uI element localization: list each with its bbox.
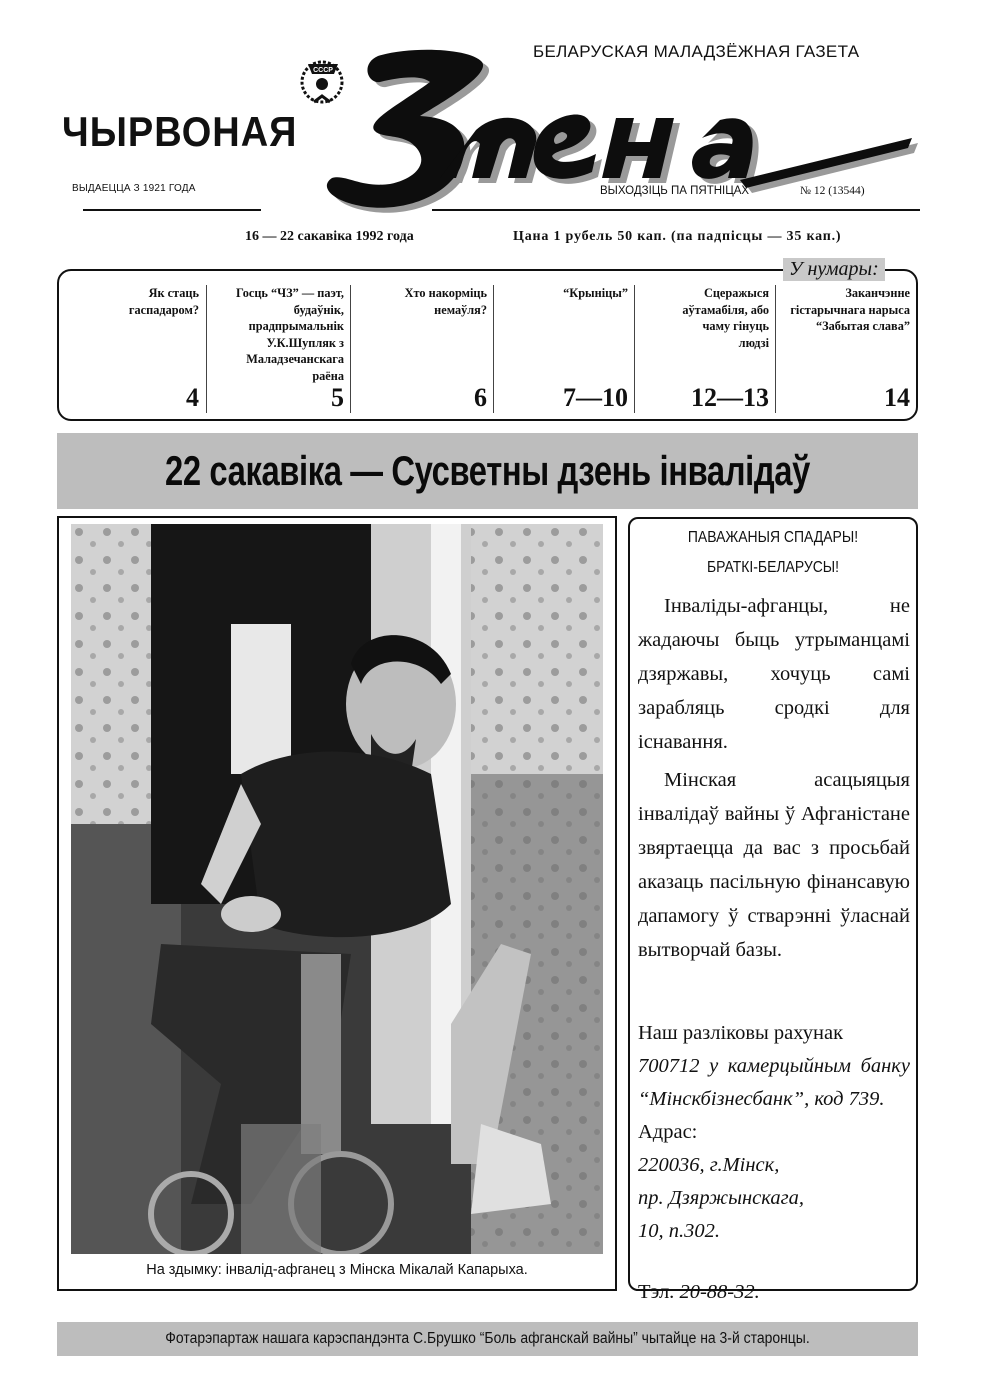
phone-number: 20-88-32. (679, 1281, 760, 1303)
contents-item[interactable] (351, 285, 493, 413)
contents-item[interactable] (776, 285, 916, 413)
appeal-paragraph-2: Мінская асацыяцыя інвалідаў вайны ў Афганістане звяртаецца да вас з просьбай аказаць пасільную фінансавую дапамогу ў стварэнні ўласнай вытворчай базы. (638, 769, 910, 961)
phone-label: Тэл. (638, 1281, 675, 1303)
phone-line (638, 1276, 910, 1309)
contents-item-title: Заканчэнне гістарычнага нарыса “Забытая слава” (790, 286, 910, 333)
masthead-rule-right (432, 209, 920, 211)
headline: 22 сакавіка — Сусветны дзень інвалідаў (165, 447, 810, 494)
issue-number: № 12 (13544) (800, 185, 865, 197)
contents-label: У нумары: (783, 258, 885, 281)
headline-banner (57, 433, 918, 509)
address-line-3: 10, п.302. (638, 1220, 720, 1242)
appeal-paragraph-1: Інваліды-афганцы, не жадаючы быць утрыманцамі дзяржавы, хочуць самі зарабляць сродкі для існавання. (638, 595, 910, 753)
issue-price: Цана 1 рубель 50 кап. (па падпісцы — 35 кап.) (513, 229, 842, 244)
contents-item-title: Хто накорміць немаўля? (404, 286, 487, 317)
contents-box (57, 269, 918, 421)
contents-item-title: Госць “ЧЗ” — паэт, будаўнік, прадпрымальнік У.К.Шупляк з Маладзечанскага раёна (235, 286, 344, 383)
appeal-box (628, 517, 918, 1303)
order-emblem-icon (302, 62, 342, 102)
issue-date: 16 — 22 сакавіка 1992 года (245, 229, 414, 244)
appeal-text (638, 589, 910, 967)
contents-item[interactable] (207, 285, 350, 413)
address-line-2: пр. Дзяржынскага, (638, 1187, 804, 1209)
appeal-bank-details (638, 1017, 910, 1309)
contents-item-page: 4 (186, 383, 199, 412)
contents-item-page: 7—10 (563, 383, 628, 412)
contents-item-page: 6 (474, 383, 487, 412)
publication-schedule: ВЫХОДЗІЦЬ ПА ПЯТНІЦАХ (600, 185, 750, 197)
newspaper-logo (300, 38, 930, 228)
founded-year: ВЫДАЕЦЦА З 1921 ГОДА (72, 183, 196, 194)
photo-image (71, 524, 603, 1254)
contents-item[interactable] (59, 285, 205, 413)
zmena-logo-graphic (300, 38, 930, 228)
appeal-heading-2: БРАТКІ-БЕЛАРУСЫ! (707, 559, 839, 576)
contents-item-title: Сцеражыся аўтамабіля, або чаму гінуць людзі (682, 286, 769, 350)
contents-item-page: 5 (331, 383, 344, 412)
footer-note: Фотарэпартаж нашага карэспандэнта С.Брушко “Боль афганскай вайны” чытайце на 3-й старонцы. (165, 1330, 810, 1347)
account-details: 700712 у камерцыйным банку “Мінскбізнесбанк”, код 739. (638, 1055, 910, 1110)
address-label: Адрас: (638, 1121, 698, 1143)
masthead-rule-left (83, 209, 261, 211)
contents-item-page: 14 (884, 383, 910, 412)
footer-band (57, 1322, 918, 1356)
contents-item-title: “Крыніцы” (563, 286, 628, 300)
contents-item-page: 12—13 (691, 383, 769, 412)
contents-item-title: Як стаць гаспадаром? (128, 286, 199, 317)
account-label: Наш разліковы рахунак (638, 1022, 844, 1044)
address-line-1: 220036, г.Мінск, (638, 1154, 780, 1176)
photo-caption: На здымку: інвалід-афганец з Мінска Мікалай Капарыха. (146, 1262, 528, 1278)
newspaper-tagline: БЕЛАРУСКАЯ МАЛАДЗЁЖНАЯ ГАЗЕТА (533, 42, 860, 61)
newspaper-name-part1: ЧЫРВОНАЯ (62, 109, 298, 157)
appeal-heading-1: ПАВАЖАНЫЯ СПАДАРЫ! (687, 529, 859, 546)
emblem-text: СССР (313, 67, 333, 74)
photo-wheelchair-veteran (71, 524, 603, 1254)
contents-item[interactable] (494, 285, 634, 413)
contents-item[interactable] (635, 285, 775, 413)
